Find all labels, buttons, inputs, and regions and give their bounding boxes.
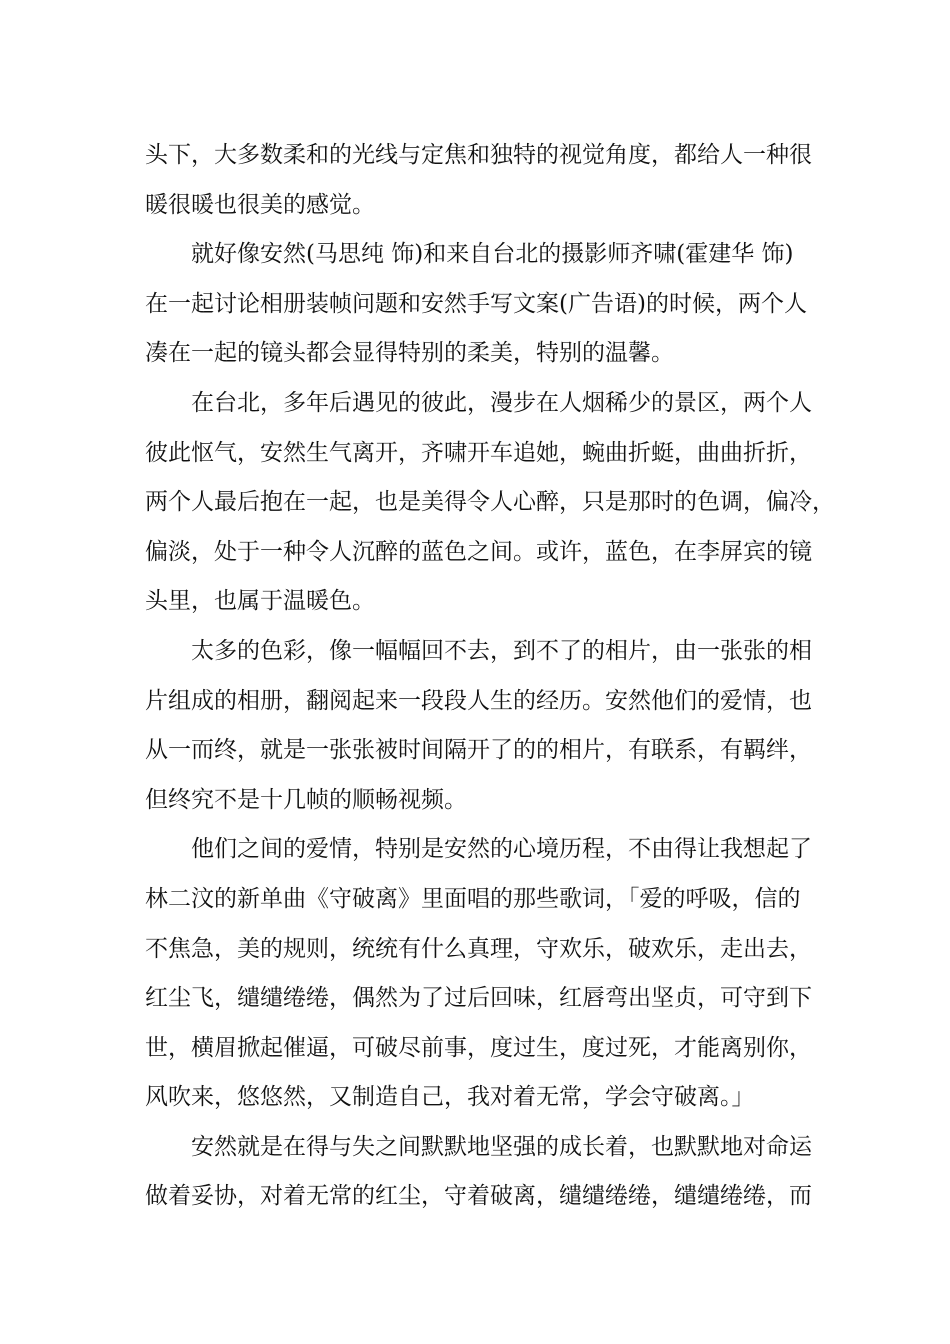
text-line: 不焦急，美的规则，统统有什么真理，守欢乐，破欢乐，走出去，	[145, 935, 812, 962]
text-line: 暖很暖也很美的感觉。	[145, 191, 375, 218]
text-line: 片组成的相册，翻阅起来一段段人生的经历。安然他们的爱情，也	[145, 687, 812, 714]
text-line: 从一而终，就是一张张被时间隔开了的的相片，有联系，有羁绊，	[145, 737, 812, 764]
text-line: 世，横眉掀起催逼，可破尽前事，度过生，度过死，才能离别你，	[145, 1034, 812, 1061]
paragraph-start-line: 就好像安然(马思纯 饰)和来自台北的摄影师齐啸(霍建华 饰)	[191, 241, 794, 268]
text-line: 红尘飞，缱缱绻绻，偶然为了过后回味，红唇弯出坚贞，可守到下	[145, 985, 812, 1012]
paragraph-start-line: 太多的色彩，像一幅幅回不去，到不了的相片，由一张张的相	[191, 637, 812, 664]
text-line: 做着妥协，对着无常的红尘，守着破离，缱缱绻绻，缱缱绻绻，而	[145, 1183, 812, 1210]
text-line: 彼此怄气，安然生气离开，齐啸开车追她，蜿曲折蜓，曲曲折折，	[145, 439, 812, 466]
paragraph-start-line: 他们之间的爱情，特别是安然的心境历程，不由得让我想起了	[191, 836, 812, 863]
text-line: 两个人最后抱在一起，也是美得令人心醉，只是那时的色调，偏冷，	[145, 489, 835, 516]
text-line: 林二汶的新单曲《守破离》里面唱的那些歌词，「爱的呼吸，信的	[145, 885, 801, 912]
essay-body	[145, 131, 835, 1222]
text-line: 凑在一起的镜头都会显得特别的柔美，特别的温馨。	[145, 340, 674, 367]
text-line: 风吹来，悠悠然，又制造自己，我对着无常，学会守破离。」	[145, 1084, 755, 1111]
text-line: 头里，也属于温暖色。	[145, 588, 375, 615]
text-line: 但终究不是十几帧的顺畅视频。	[145, 786, 467, 813]
text-line: 偏淡，处于一种令人沉醉的蓝色之间。或许，蓝色，在李屏宾的镜	[145, 538, 812, 565]
paragraph-start-line: 在台北，多年后遇见的彼此，漫步在人烟稀少的景区，两个人	[191, 389, 812, 416]
text-line: 在一起讨论相册装帧问题和安然手写文案(广告语)的时候，两个人	[145, 290, 807, 317]
text-line: 头下，大多数柔和的光线与定焦和独特的视觉角度，都给人一种很	[145, 142, 812, 168]
paragraph-start-line: 安然就是在得与失之间默默地坚强的成长着，也默默地对命运	[191, 1133, 812, 1160]
